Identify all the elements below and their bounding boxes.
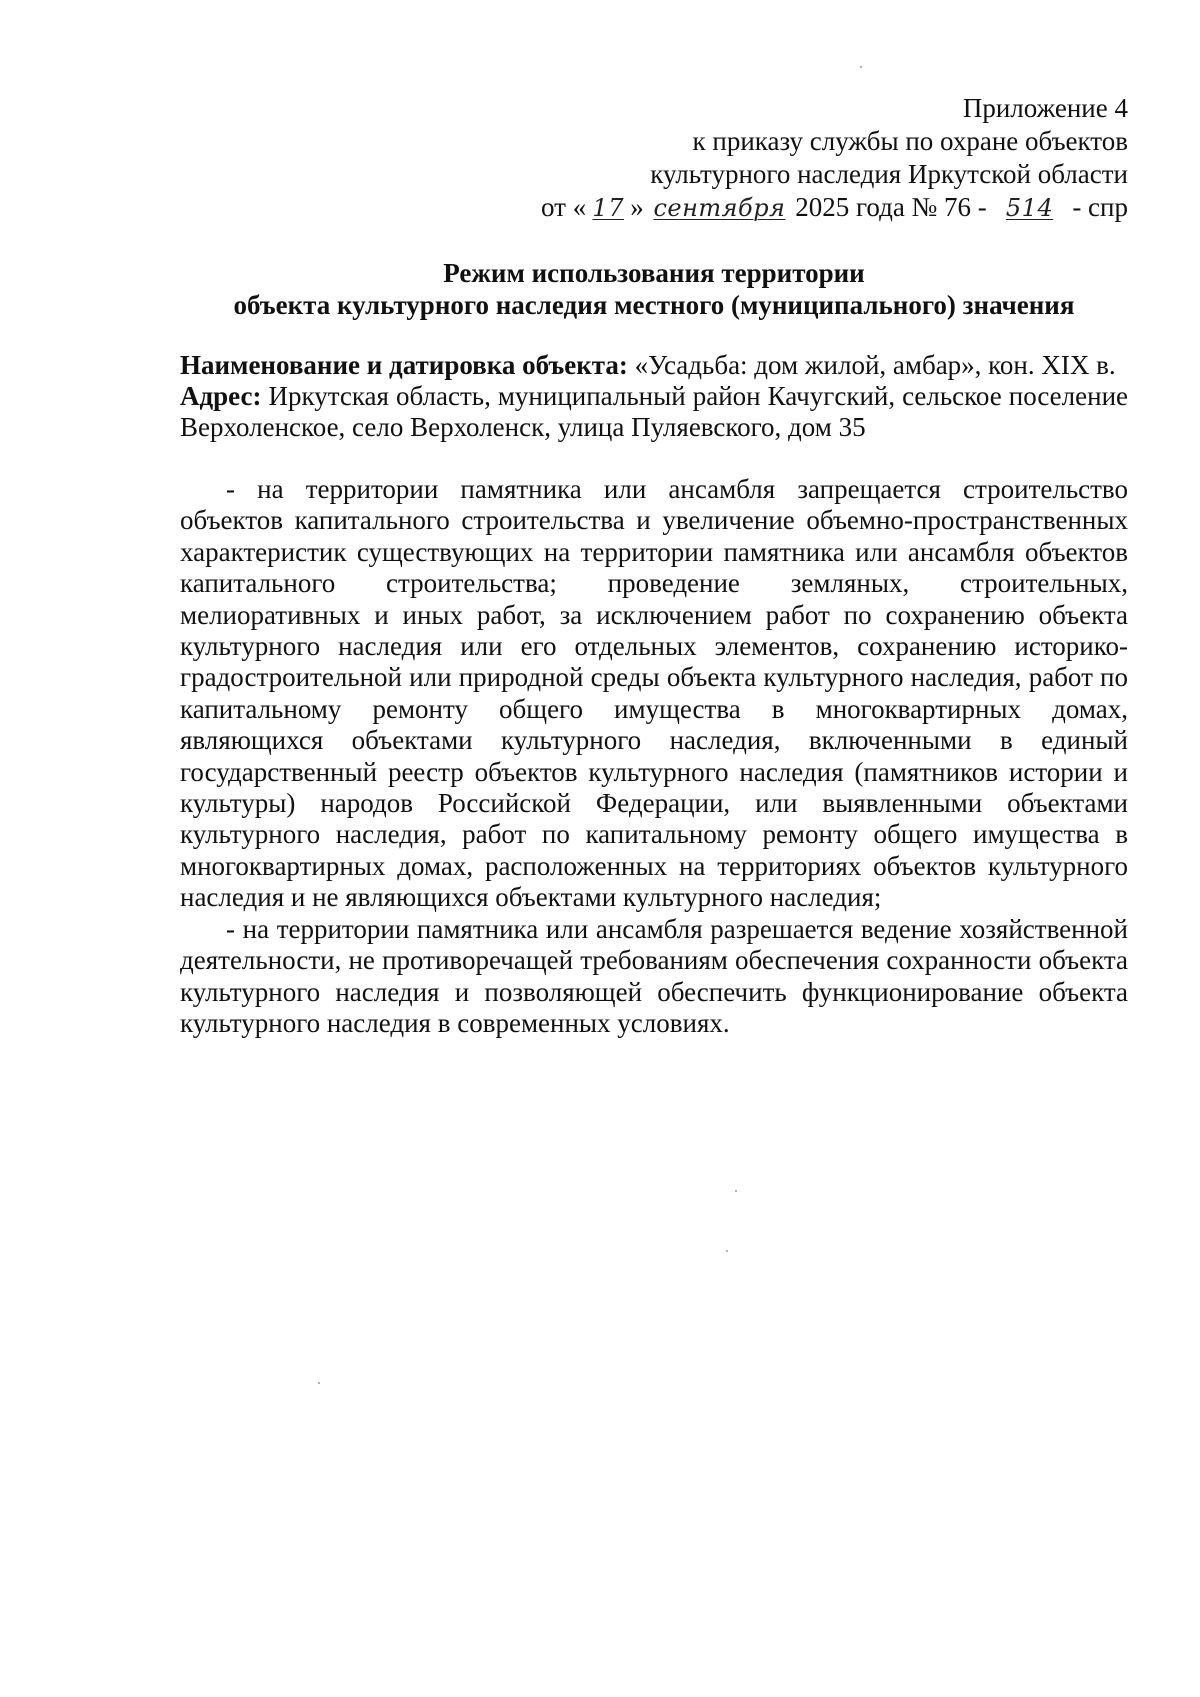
regime-paragraph-allowed: - на территории памятника или ансамбля разрешается ведение хозяйственной деятельности, не противоречащей требованиям обеспечения сохранности объекта культурного наследия и позволяющей обеспечить функционирование объекта культурного наследия в современных условиях.: [180, 913, 1128, 1038]
order-day-handwritten: 17: [592, 194, 624, 222]
object-address-label: Адрес:: [180, 381, 262, 411]
object-name: [180, 350, 1128, 381]
document-title: [180, 257, 1128, 321]
title-line1: Режим использования территории: [443, 258, 865, 288]
scan-speck: [860, 66, 862, 68]
appendix-number: Приложение 4: [962, 93, 1128, 123]
document-page: [180, 92, 1128, 1039]
order-number-handwritten: 514: [1005, 194, 1054, 222]
appendix-header: [180, 92, 1128, 225]
scan-speck: [735, 1190, 737, 1192]
object-address-value: Иркутская область, муниципальный район Качугский, сельское поселение Верхоленское, село Верхоленск, улица Пуляевского, дом 35: [180, 381, 1129, 442]
regime-text: [180, 474, 1128, 1039]
title-line2: объекта культурного наследия местного (муниципального) значения: [233, 290, 1075, 320]
order-reference-line2: культурного наследия Иркутской области: [650, 159, 1128, 189]
scan-speck: [318, 1382, 320, 1384]
order-prefix: от «: [541, 192, 587, 222]
object-address: [180, 381, 1128, 443]
order-year-text: 2025 года № 76 -: [795, 192, 987, 222]
order-suffix: - спр: [1072, 192, 1128, 222]
object-name-value: «Усадьба: дом жилой, амбар», кон. XIX в.: [634, 350, 1116, 380]
order-quote-close: »: [630, 192, 644, 222]
order-date-line: [180, 191, 1128, 225]
order-reference-line1: к приказу службы по охране объектов: [692, 126, 1128, 156]
scan-speck: [726, 1250, 728, 1252]
order-month-handwritten: сентября: [653, 194, 786, 222]
object-name-label: Наименование и датировка объекта:: [180, 350, 628, 380]
object-info: [180, 350, 1128, 443]
regime-paragraph-prohibited: - на территории памятника или ансамбля запрещается строительство объектов капитального строительства и увеличение объемно-пространственных характеристик существующих на территории памятника или ансамбля объектов капитального строительства; проведение земляных, строительных, мелиоративных и иных работ, за исключением работ по сохранению объекта культурного наследия или его отдельных элементов, сохранению историко-градостроительной или природной среды объекта культурного наследия, работ по капитальному ремонту общего имущества в многоквартирных домах, являющихся объектами культурного наследия, включенными в единый государственный реестр объектов культурного наследия (памятников истории и культуры) народов Российской Федерации, или выявленными объектами культурного наследия, работ по капитальному ремонту общего имущества в многоквартирных домах, расположенных на территориях объектов культурного наследия и не являющихся объектами культурного наследия;: [180, 474, 1128, 913]
